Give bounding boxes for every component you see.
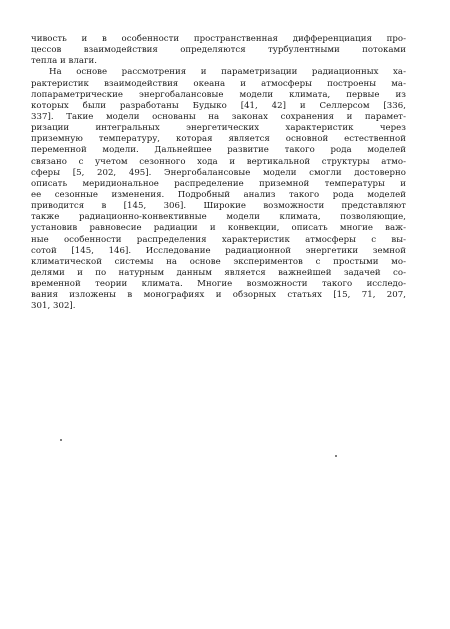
text-line: лопараметрические энергобалансовые модели климата, первые из [31, 89, 406, 100]
text-line: цессов взаимодействия определяются турбулентными потоками [31, 45, 406, 56]
paragraph-continuation [31, 34, 406, 67]
text-line: ризации интегральных энергетических характеристик через [31, 123, 406, 134]
text-line: тепла и влаги. [31, 56, 98, 67]
document-page [31, 34, 406, 313]
text-line: временной теории климата. Многие возможности такого исследо- [31, 279, 406, 290]
text-line: На основе рассмотрения и параметризации радиационных ха- [49, 67, 406, 78]
text-line: описать меридиональное распределение приземной температуры и [31, 178, 406, 189]
paragraph-energy-balance-models [31, 67, 406, 312]
text-line: также радиационно-конвективные модели климата, позволяющие, [31, 212, 406, 223]
text-line: сотой [145, 146]. Исследование радиационной энергетики земной [31, 245, 406, 256]
text-line: ные особенности распределения характеристик атмосферы с вы- [31, 234, 406, 245]
text-line: чивость и в особенности пространственная дифференциация про- [31, 34, 406, 44]
text-line: рактеристик взаимодействия океана и атмосферы построены ма- [31, 78, 406, 89]
text-line: вания изложены в монографиях и обзорных статьях [15, 71, 207, [31, 290, 406, 301]
text-line: переменной модели. Дальнейшее развитие такого рода моделей [31, 145, 406, 156]
scan-speck [335, 455, 337, 457]
text-line: связано с учетом сезонного хода и вертикальной структуры атмо- [31, 156, 406, 167]
text-line: приземную температуру, которая является основной естественной [31, 134, 406, 145]
text-line: 337]. Такие модели основаны на законах сохранения и парамет- [31, 111, 406, 122]
text-line: ее сезонные изменения. Подробный анализ такого рода моделей [31, 189, 406, 200]
text-line: которых были разработаны Будыко [41, 42] и Селлерсом [336, [31, 100, 406, 111]
text-line: приводится в [145, 306]. Широкие возможности представляют [31, 201, 406, 212]
scan-speck [60, 439, 62, 441]
text-line: климатической системы на основе экспериментов с простыми мо- [31, 256, 406, 267]
text-line: сферы [5, 202, 495]. Энергобалансовые модели смогли достоверно [31, 167, 406, 178]
text-line: делями и по натурным данным является важнейшей задачей со- [31, 267, 406, 278]
text-line: 301, 302]. [31, 301, 76, 312]
text-line: установив равновесие радиации и конвекции, описать многие важ- [31, 223, 406, 234]
